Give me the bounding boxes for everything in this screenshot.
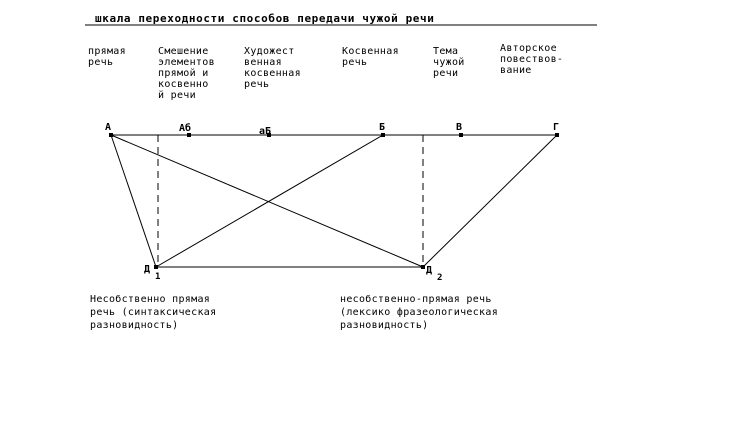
header-line: Авторское: [500, 43, 557, 54]
diagram-lines: [111, 135, 557, 267]
caption-line: (лексико фразеологическая: [340, 307, 499, 318]
header-line: косвенно: [158, 79, 209, 90]
edge-d2-g: [423, 135, 557, 267]
header-line: й речи: [158, 90, 196, 101]
caption-line: разновидность): [340, 320, 429, 331]
header-direct-speech: [88, 46, 132, 68]
point-d2-marker: [421, 265, 425, 269]
header-line: прямая: [88, 46, 126, 57]
header-line: речь: [88, 57, 114, 68]
header-line: элементов: [158, 57, 215, 68]
caption-line: Несобственно прямая: [90, 294, 211, 305]
label-g: Г: [553, 122, 560, 133]
point-d1-marker: [154, 265, 158, 269]
label-d2: Д: [426, 265, 433, 276]
header-mixed-speech: [158, 46, 221, 101]
point-v-marker: [459, 133, 463, 137]
header-artistic-indirect-speech: [244, 46, 307, 90]
edge-a-d1: [111, 135, 156, 267]
point-g-marker: [555, 133, 559, 137]
label-v: В: [456, 122, 463, 133]
column-headers: [88, 43, 570, 101]
header-line: вание: [500, 65, 532, 76]
edge-d1-b: [156, 135, 383, 267]
header-line: Тема: [433, 46, 459, 57]
header-line: повествов-: [500, 54, 564, 65]
header-line: чужой: [433, 57, 465, 68]
header-topic-of-speech: [433, 46, 471, 79]
label-aB: аБ: [259, 126, 272, 137]
header-line: прямой и: [158, 68, 209, 79]
header-line: речи: [433, 68, 459, 79]
header-line: венная: [244, 57, 282, 68]
caption-line: речь (синтаксическая: [90, 307, 217, 318]
header-line: Смешение: [158, 46, 209, 57]
header-indirect-speech: [342, 46, 405, 68]
header-line: речь: [244, 79, 270, 90]
label-b: Б: [379, 122, 386, 133]
header-line: Косвенная: [342, 46, 399, 57]
label-d1-subscript: 1: [155, 272, 161, 282]
label-ab: Аб: [179, 123, 192, 134]
point-b-marker: [381, 133, 385, 137]
header-line: речь: [342, 57, 368, 68]
label-d1: Д: [144, 264, 151, 275]
caption-line: разновидность): [90, 320, 179, 331]
header-line: Художест: [244, 46, 295, 57]
caption-syntactic-variant: [90, 293, 223, 331]
caption-line: несобственно-прямая речь: [340, 294, 492, 305]
scale-points: [109, 133, 559, 269]
point-a-marker: [109, 133, 113, 137]
label-a: А: [105, 122, 112, 133]
label-d2-subscript: 2: [437, 273, 443, 283]
header-line: косвенная: [244, 68, 301, 79]
diagram-title: шкала переходности способов передачи чужой речи: [95, 12, 435, 25]
header-author-narration: [500, 43, 570, 76]
caption-lexical-variant: [340, 293, 504, 331]
